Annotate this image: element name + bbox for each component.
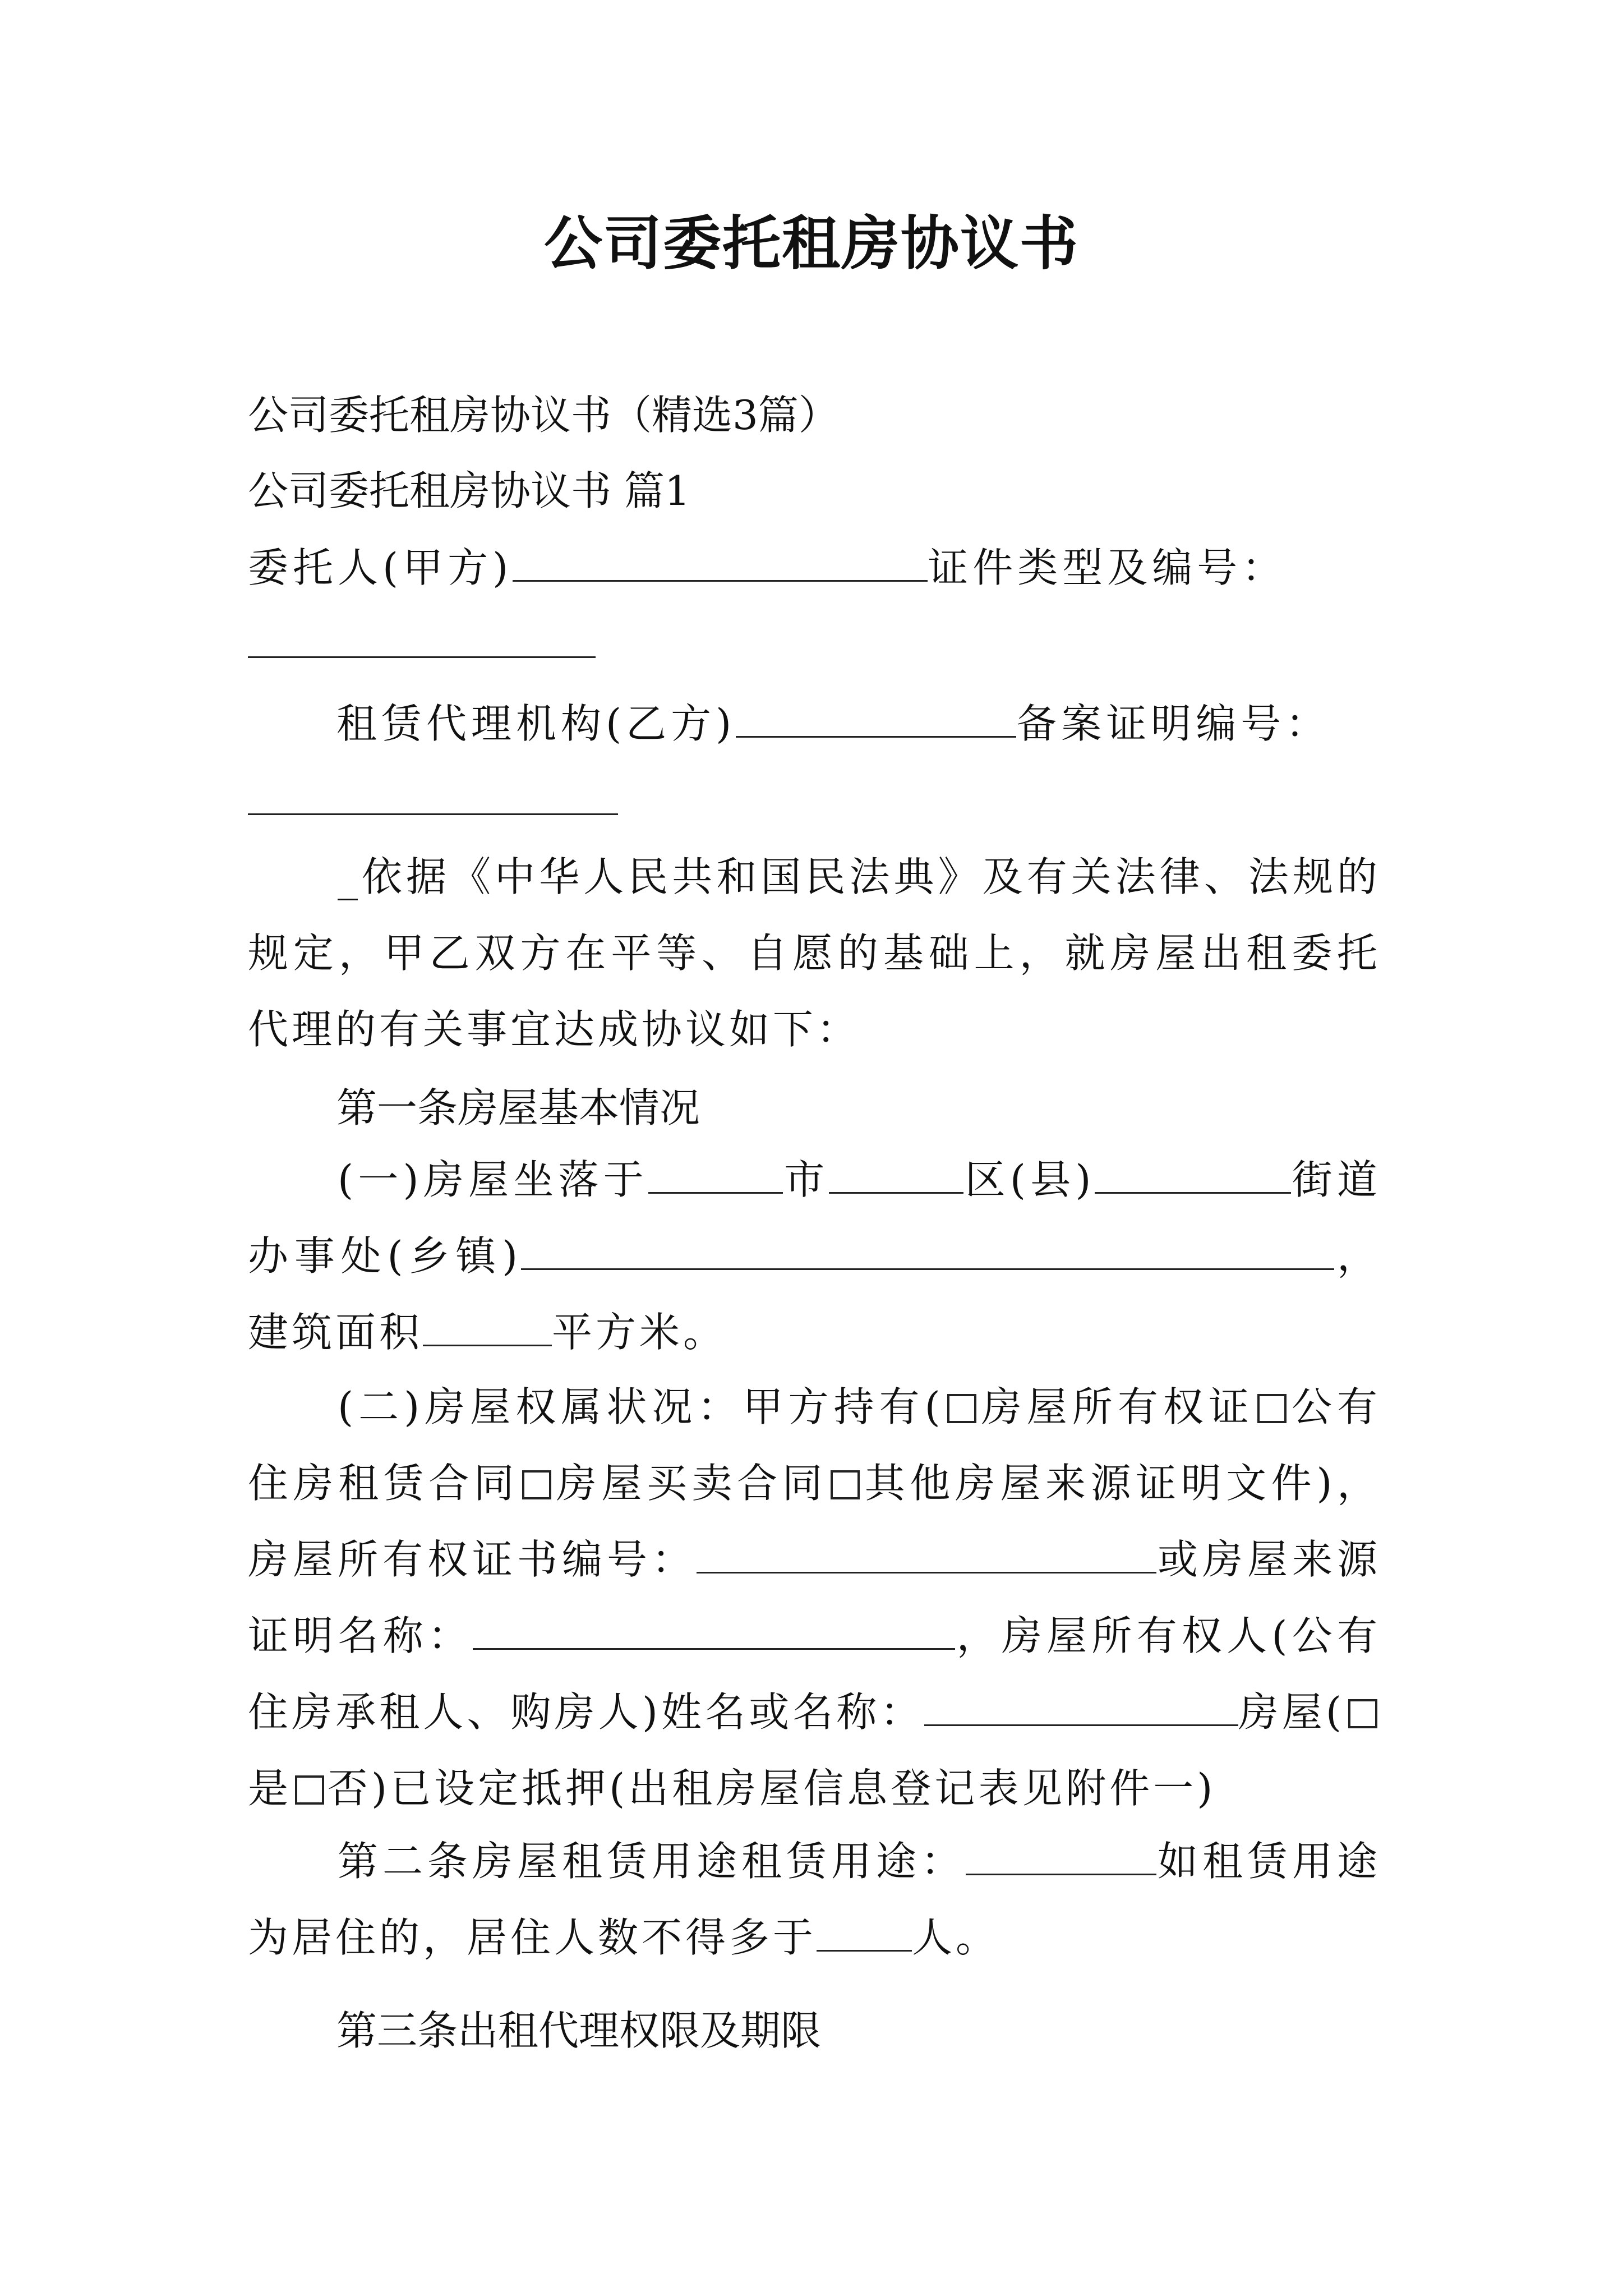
- article-1-item-1: [248, 1142, 1381, 1370]
- document-title: 公司委托租房协议书: [543, 209, 1079, 278]
- art1-1-text-a: (一)房屋坐落于: [338, 1156, 648, 1203]
- record-label: 备案证明编号：: [1016, 700, 1331, 747]
- art1-2-text-g: ，房屋所有权人(公有住房承租人、购房人)姓名或名称：: [248, 1612, 1381, 1736]
- art1-2-text-a: (二)房屋权属状况：甲方持有(: [338, 1383, 944, 1430]
- other-proof-checkbox[interactable]: [831, 1470, 860, 1499]
- party-a-row: [248, 540, 1381, 596]
- mortgage-no-checkbox[interactable]: [295, 1775, 324, 1805]
- mortgage-yes-checkbox[interactable]: [1348, 1699, 1377, 1728]
- purchase-contract-checkbox[interactable]: [522, 1470, 551, 1499]
- art2-text-c: 人。: [912, 1914, 1000, 1961]
- article-3-title: 第三条出租代理权限及期限: [336, 2007, 822, 2054]
- area-blank[interactable]: [423, 1304, 552, 1346]
- owner-name-blank[interactable]: [924, 1684, 1238, 1726]
- party-b-blank[interactable]: [736, 696, 1016, 738]
- id-label: 证件类型及编号：: [928, 544, 1287, 591]
- art1-2-text-d: 房屋买卖合同: [555, 1460, 828, 1507]
- id-blank[interactable]: [248, 656, 596, 658]
- art1-1-text-e: ，建筑面积: [248, 1232, 1381, 1356]
- art1-1-text-d: 街道办事处(乡镇): [248, 1156, 1381, 1280]
- party-b-row: [336, 696, 1469, 752]
- subtitle: 公司委托租房协议书（精选3篇）: [248, 392, 839, 439]
- usage-blank[interactable]: [966, 1833, 1156, 1875]
- art1-2-text-f: 或房屋来源证明名称：: [248, 1536, 1381, 1659]
- art1-2-text-c: 公有住房租赁合同: [248, 1383, 1381, 1507]
- art1-2-text-e: 其他房屋来源证明文件)，房屋所有权证书编号：: [248, 1460, 1381, 1583]
- street-blank[interactable]: [1095, 1152, 1291, 1194]
- art1-2-text-j: 否)已设定抵押(出租房屋信息登记表见附件一): [328, 1765, 1216, 1812]
- art1-2-text-b: 房屋所有权证: [979, 1383, 1254, 1430]
- art1-1-text-c: 区(县): [963, 1156, 1095, 1203]
- party-b-label: 租赁代理机构(乙方): [336, 700, 736, 747]
- public-housing-checkbox[interactable]: [1257, 1394, 1287, 1423]
- city-blank[interactable]: [648, 1152, 783, 1194]
- article-1-title: 第一条房屋基本情况: [336, 1084, 700, 1131]
- party-a-label: 委托人(甲方): [248, 544, 513, 591]
- art1-2-text-h: 房屋(: [1238, 1688, 1345, 1736]
- record-blank[interactable]: [248, 813, 618, 815]
- article-2: [248, 1823, 1381, 1976]
- art1-1-text-b: 市: [782, 1156, 829, 1203]
- party-a-blank[interactable]: [513, 540, 928, 582]
- town-blank[interactable]: [521, 1228, 1334, 1270]
- district-blank[interactable]: [829, 1152, 963, 1194]
- ownership-cert-checkbox[interactable]: [947, 1394, 976, 1423]
- art2-text-a: 第二条房屋租赁用途租赁用途：: [338, 1838, 966, 1885]
- proof-name-blank[interactable]: [473, 1608, 955, 1650]
- art1-1-text-f: 平方米。: [552, 1309, 727, 1356]
- art2-text-b: 如租赁用途为居住的，居住人数不得多于: [248, 1838, 1381, 1961]
- cert-number-blank[interactable]: [697, 1531, 1156, 1573]
- art1-2-text-i: 是: [248, 1765, 292, 1812]
- section-heading: 公司委托租房协议书 篇1: [248, 467, 690, 514]
- article-1-item-2: [248, 1369, 1381, 1826]
- intro-paragraph: _依据《中华人民共和国民法典》及有关法律、法规的规定，甲乙双方在平等、自愿的基础上，就房屋出租委托代理的有关事宜达成协议如下：: [248, 853, 1381, 1053]
- occupants-blank[interactable]: [817, 1910, 912, 1952]
